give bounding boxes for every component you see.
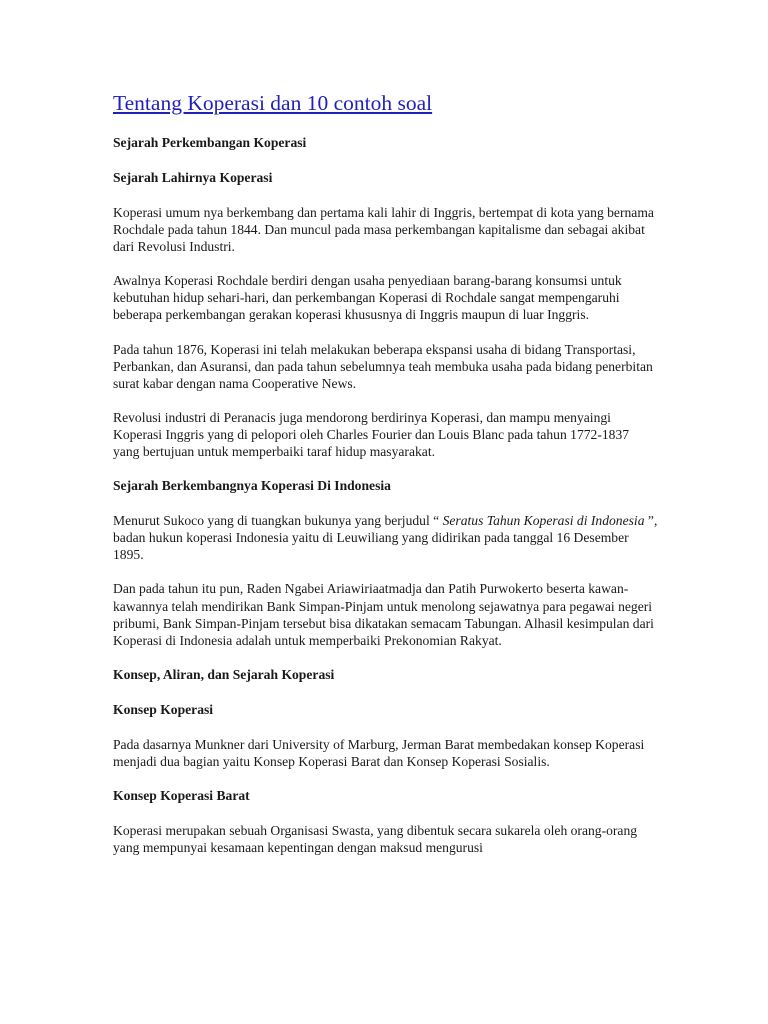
paragraph: Pada dasarnya Munkner dari University of Marburg, Jerman Barat membedakan konsep Koperasi menjadi dua bagian yaitu Konsep Koperasi Barat dan Konsep Koperasi Sosialis.	[113, 736, 645, 769]
paragraph: Koperasi merupakan sebuah Organisasi Swasta, yang dibentuk secara sukarela oleh orang-orang yang mempunyai kesamaan kepentingan dengan maksud mengurusi	[113, 822, 638, 856]
paragraph: Awalnya Koperasi Rochdale berdiri dengan usaha penyediaan barang-barang konsumsi untuk kebutuhan hidup sehari-hari, dan perkembangan Koperasi di Rochdale sangat mempengaruhi beberapa perkembangan gerakan koperasi khususnya di Inggris maupun di luar Inggris.	[113, 273, 622, 323]
paragraph: Pada tahun 1876, Koperasi ini telah melakukan beberapa ekspansi usaha di bidang Transportasi, Perbankan, dan Asuransi, dan pada tahun sebelumnya teah membuka usaha pada bidang penerbitan surat kabar dengan nama Cooperative News.	[113, 341, 653, 391]
section-heading: Konsep Koperasi Barat	[113, 787, 250, 803]
paragraph: Revolusi industri di Peranacis juga mendorong berdirinya Koperasi, dan mampu menyaingi Koperasi Inggris yang di pelopori oleh Charles Fourier dan Louis Blanc pada tahun 1772-1837 yang bertujuan untuk memperbaiki taraf hidup masyarakat.	[113, 409, 630, 460]
section-heading: Konsep Koperasi	[113, 701, 214, 717]
paragraph: Koperasi umum nya berkembang dan pertama kali lahir di Inggris, bertempat di kota yang bernama Rochdale pada tahun 1844. Dan muncul pada masa perkembangan kapitalisme dan sebagai akibat dari Revolusi Industri.	[113, 205, 654, 255]
section-heading: Sejarah Perkembangan Koperasi	[113, 135, 307, 150]
paragraph: Dan pada tahun itu pun, Raden Ngabei Ariawiriaatmadja dan Patih Purwokerto beserta kawan-kawannya telah mendirikan Bank Simpan-Pinjam untuk menolong sejawatnya para pegawai negeri pribumi, Bank Simpan-Pinjam tersebut bisa dikatakan semacam Tabungan. Alhasil kesimpulan dari Koperasi di Indonesia adalah untuk memperbaiki Prekonomian Rakyat.	[113, 581, 654, 648]
book-title: Seratus Tahun Koperasi di Indonesia	[442, 513, 645, 529]
section-heading: Sejarah Berkembangnya Koperasi Di Indonesia	[113, 478, 391, 494]
title-link[interactable]: Tentang Koperasi dan 10 contoh soal	[113, 91, 433, 115]
page-title	[113, 90, 658, 116]
section-heading: Sejarah Lahirnya Koperasi	[113, 170, 273, 185]
paragraph	[113, 512, 658, 563]
paragraph-text: Menurut Sukoco yang di tuangkan bukunya yang berjudul “	[113, 513, 443, 529]
section-heading: Konsep, Aliran, dan Sejarah Koperasi	[113, 666, 335, 682]
paragraph-text: ”, badan hukun koperasi Indonesia yaitu di Leuwiliang yang didirikan pada tanggal 16 Desember 1895.	[113, 513, 658, 563]
